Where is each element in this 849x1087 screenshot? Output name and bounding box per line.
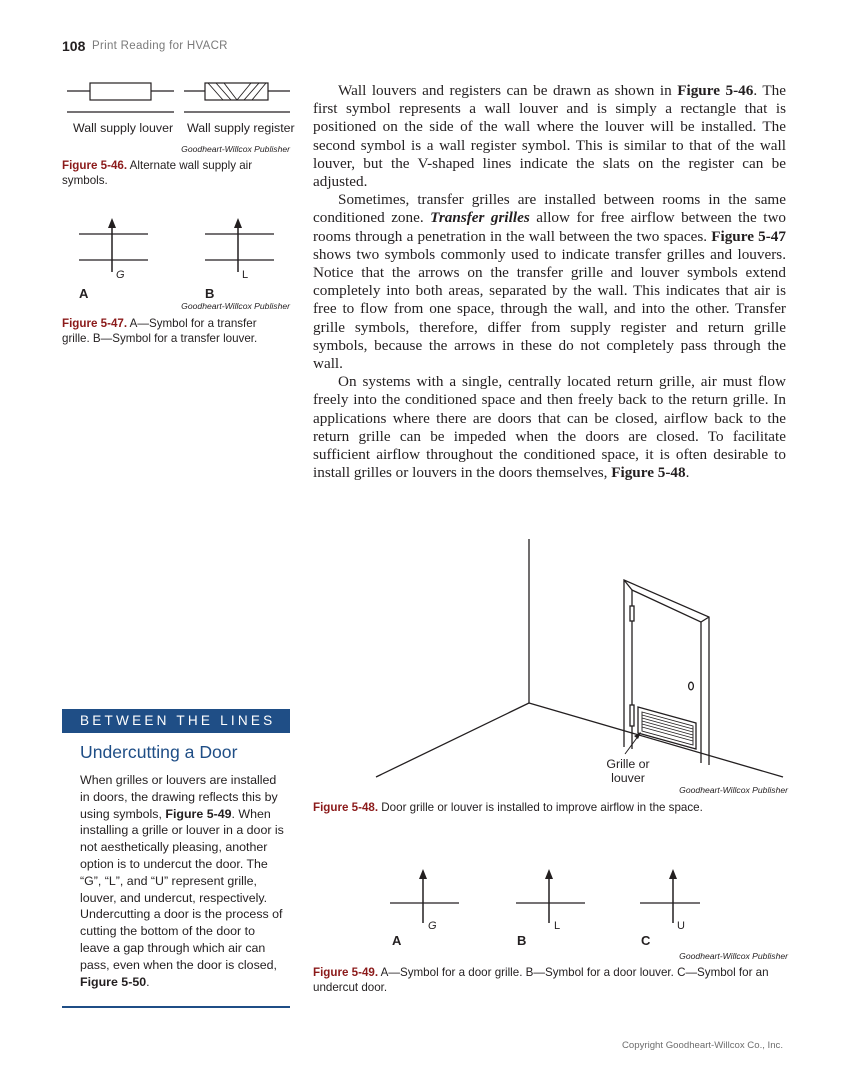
figure-5-47-credit: Goodheart-Willcox Publisher xyxy=(181,301,290,311)
figure-ref: Figure 5-49 xyxy=(165,806,232,821)
figure-5-46-caption-text: Alternate wall supply air symbols. xyxy=(62,159,253,187)
figure-ref: Figure 5-47 xyxy=(711,227,786,245)
body-paragraph-3: On systems with a single, centrally located return grille, air must flow freely into the conditioned space and then freely back to the return grille. In applications where there are doors that can be closed, airflow back to the return grille can be impeded when the doors are closed. To facilitate sufficient airflow throughout the conditioned space, it is often desirable to install grilles or louvers in the doors themselves, Figure 5-48. xyxy=(313,373,786,482)
sidebar-bottom-rule xyxy=(62,1006,290,1008)
figure-ref: Figure 5-46 xyxy=(677,82,754,99)
figure-5-48-drawing xyxy=(370,535,790,785)
symbol-letter-c: C xyxy=(641,933,651,948)
symbol-letter-b: B xyxy=(205,286,215,300)
figure-5-46-label: Figure 5-46. xyxy=(62,159,128,172)
running-head: Print Reading for HVACR xyxy=(92,40,228,52)
figure-5-47-label: Figure 5-47. xyxy=(62,317,128,330)
door-louver-tag: L xyxy=(554,920,561,932)
figure-5-49-credit: Goodheart-Willcox Publisher xyxy=(679,951,788,961)
figure-5-49-caption xyxy=(313,965,788,995)
sidebar-banner-title: BETWEEN THE LINES xyxy=(80,713,276,728)
figure-5-49-caption-text: A—Symbol for a door grille. B—Symbol for a door louver. C—Symbol for an undercut door. xyxy=(313,966,769,994)
symbol-letter-b: B xyxy=(517,933,527,948)
figure-5-46-drawing xyxy=(60,75,295,120)
door-grille-tag: G xyxy=(428,920,437,932)
sidebar-title: Undercutting a Door xyxy=(80,742,238,762)
symbol-letter-a: A xyxy=(392,933,402,948)
wall-supply-register-label: Wall supply register xyxy=(187,121,295,135)
body-text xyxy=(313,82,786,482)
grille-or-louver-callout: Grille or louver xyxy=(606,757,650,785)
figure-5-47-caption xyxy=(62,316,287,346)
body-paragraph-2: Sometimes, transfer grilles are installed between rooms in the same conditioned zone. Transfer grilles allow for free airflow between the two rooms through a penetration in the wall between the two spaces. Figure 5-47 shows two symbols commonly used to indicate transfer grilles and louvers. Notice that the arrows on the transfer grille and louver symbols extend completely into both areas, separated by the wall. This indicates that air is free to flow from one space, through the wall, and into the other. Transfer grille symbols, therefore, differ from supply register and return grille symbols, because the arrows in these do not completely pass through the wall. xyxy=(313,191,787,373)
transfer-louver-tag: L xyxy=(242,269,249,281)
body-paragraph-1: Wall louvers and registers can be drawn as shown in Figure 5-46. The first symbol represents a wall louver and is simply a rectangle that is positioned on the side of the wall where the louver will be installed. The second symbol is a wall register symbol. This is similar to that of the wall louver, but the V-shaped lines indicate the slats on the register can be adjusted. xyxy=(313,82,786,191)
figure-5-48-caption xyxy=(313,800,793,815)
figure-5-46-caption xyxy=(62,158,282,188)
figure-5-49-drawing xyxy=(380,865,700,950)
figure-5-47-caption-text: A—Symbol for a transfer grille. B—Symbol for a transfer louver. xyxy=(62,317,258,345)
figure-ref: Figure 5-48 xyxy=(611,464,686,482)
sidebar-body: When grilles or louvers are installed in doors, the drawing reflects this by using symbols, Figure 5-49. When installing a grille or louver in a door is not aesthetically pleasing, another option is to undercut the door. The “G”, “L”, and “U” represent grille, louver, and undercut, respectively. Undercutting a door is the process of cutting the bottom of the door to leave a gap through which air can pass, even when the door is closed, Figure 5-50. xyxy=(80,773,284,989)
figure-5-48-label: Figure 5-48. xyxy=(313,801,379,814)
figure-5-49-label: Figure 5-49. xyxy=(313,966,379,979)
figure-5-48-credit: Goodheart-Willcox Publisher xyxy=(679,785,788,795)
figure-ref: Figure 5-50 xyxy=(80,974,147,989)
copyright-footer: Copyright Goodheart-Willcox Co., Inc. xyxy=(622,1040,784,1051)
symbol-letter-a: A xyxy=(79,286,89,300)
figure-5-47-drawing xyxy=(70,210,290,300)
page-number: 108 xyxy=(62,38,86,54)
key-term: Transfer grilles xyxy=(430,209,530,227)
undercut-tag: U xyxy=(677,920,685,932)
wall-supply-louver-label: Wall supply louver xyxy=(73,121,174,135)
transfer-grille-tag: G xyxy=(116,269,125,281)
figure-5-46-credit: Goodheart-Willcox Publisher xyxy=(181,144,290,154)
figure-5-48-caption-text: Door grille or louver is installed to improve airflow in the space. xyxy=(378,801,703,814)
